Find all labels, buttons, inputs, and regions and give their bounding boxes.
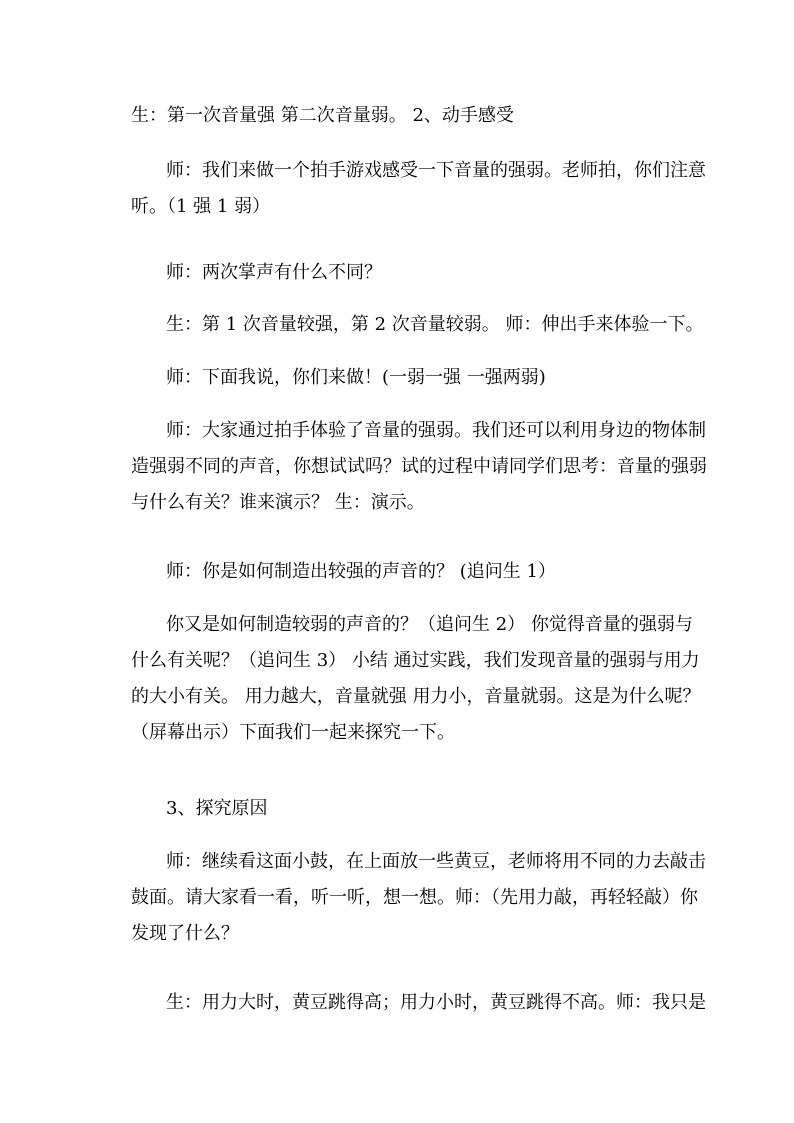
text-line: 生：用力大时，黄豆跳得高；用力小时，黄豆跳得不高。师：我只是 — [166, 992, 706, 1013]
text-line: 与什么有关？谁来演示？ 生：演示。 — [131, 492, 425, 513]
text-line: 听。（1 强 1 弱） — [131, 196, 271, 217]
text-line: 师：我们来做一个拍手游戏感受一下音量的强弱。老师拍，你们注意 — [166, 160, 706, 181]
text-line: 师：大家通过拍手体验了音量的强弱。我们还可以利用身边的物体制 — [166, 420, 706, 441]
text-line: 你又是如何制造较弱的声音的？（追问生 2） 你觉得音量的强弱与 — [166, 614, 693, 635]
paragraph — [0, 307, 794, 343]
text-line: 的大小有关。 用力越大，音量就强 用力小，音量就弱。这是为什么呢？ — [131, 686, 701, 707]
text-line: （屏幕出示）下面我们一起来探究一下。 — [131, 722, 455, 743]
text-line: 什么有关呢？（追问生 3） 小结 通过实践，我们发现音量的强弱与用力 — [131, 650, 700, 671]
paragraph — [0, 554, 794, 590]
text-line: 生：第一次音量强 第二次音量弱。 2、动手感受 — [131, 105, 514, 126]
paragraph — [0, 985, 794, 1021]
text-line: 生：第 1 次音量较强，第 2 次音量较弱。 师：伸出手来体验一下。 — [166, 314, 704, 335]
text-line: 发现了什么？ — [131, 923, 239, 944]
paragraph — [0, 791, 794, 827]
text-line: 师：继续看这面小鼓，在上面放一些黄豆，老师将用不同的力去敲击 — [166, 851, 706, 872]
paragraph — [0, 98, 794, 134]
text-line: 造强弱不同的声音，你想试试吗？试的过程中请同学们思考：音量的强弱 — [131, 456, 707, 477]
text-line: 3、探究原因 — [166, 798, 268, 819]
text-line: 师：两次掌声有什么不同？ — [166, 262, 382, 283]
text-line: 鼓面。请大家看一看，听一听，想一想。师：（先用力敲，再轻轻敲）你 — [131, 887, 698, 908]
paragraph — [0, 360, 794, 396]
paragraph — [0, 153, 794, 225]
paragraph — [0, 413, 794, 521]
paragraph — [0, 607, 794, 751]
paragraph — [0, 255, 794, 291]
text-line: 师：你是如何制造出较强的声音的？ (追问生 1） — [166, 561, 556, 582]
text-line: 师：下面我说，你们来做！(一弱一强 一强两弱) — [166, 367, 546, 388]
paragraph — [0, 844, 794, 952]
